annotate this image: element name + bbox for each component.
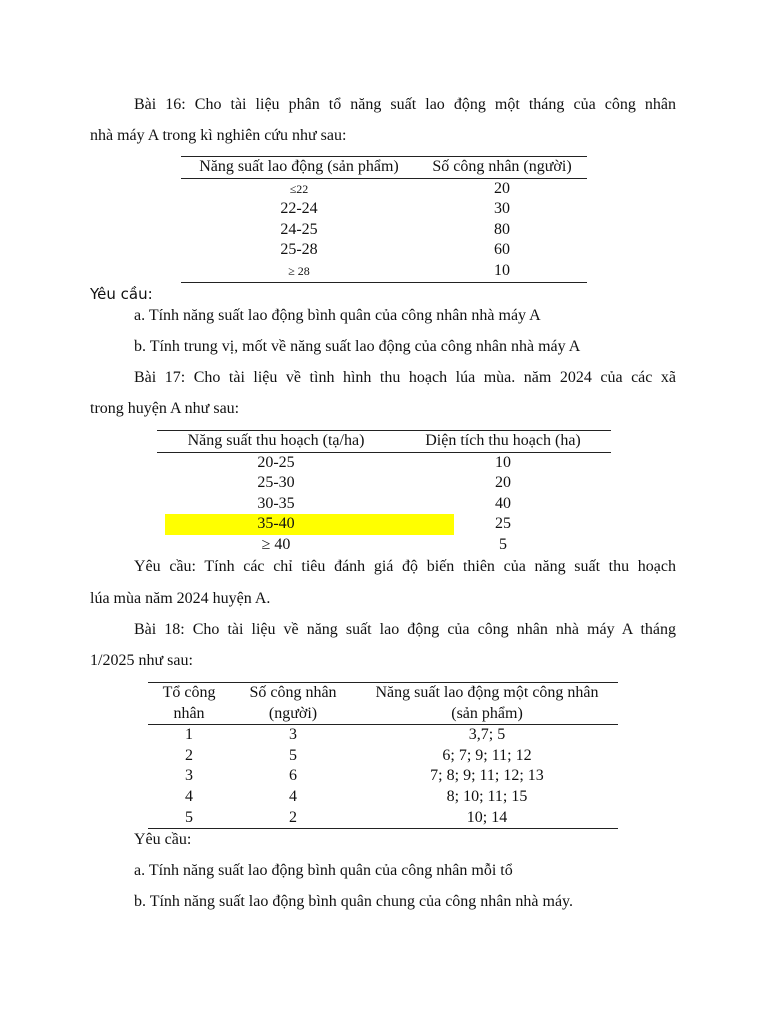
table-header-cell — [148, 683, 230, 725]
table-header-cell: Số công nhân (người) — [432, 158, 572, 175]
table-header-row — [148, 683, 618, 725]
table-cell: 10 — [495, 453, 511, 471]
table-cell: 25 — [495, 515, 511, 533]
bai18-requirement-heading: Yêu cầu: — [134, 831, 192, 848]
table-header-row — [157, 431, 611, 453]
table-header-cell: Diện tích thu hoạch (ha) — [425, 432, 581, 449]
table-row — [157, 473, 611, 494]
table-cell: 40 — [495, 494, 511, 512]
bai17-requirement-line2: lúa mùa năm 2024 huyện A. — [90, 590, 271, 607]
table-cell: 24-25 — [280, 220, 318, 238]
table-header-cell — [356, 683, 618, 725]
table-cell-text: 35-40 — [257, 515, 295, 533]
bai18-requirement-a: a. Tính năng suất lao động bình quân của công nhân mỗi tổ — [134, 862, 513, 879]
table-cell: 5 — [289, 746, 297, 764]
table-cell: 6; 7; 9; 11; 12 — [442, 746, 532, 764]
table-cell: 3,7; 5 — [468, 726, 506, 744]
table-cell: 7; 8; 9; 11; 12; 13 — [430, 767, 544, 785]
table-row — [157, 452, 611, 473]
table-cell: 6 — [289, 767, 297, 785]
table-cell: 5 — [499, 535, 507, 553]
table-header-cell: Năng suất thu hoạch (tạ/ha) — [187, 432, 365, 449]
table-cell: 2 — [289, 808, 297, 826]
table-cell: 3 — [185, 767, 193, 785]
table-cell: 8; 10; 11; 15 — [446, 787, 528, 805]
table-cell: ≥ 28 — [288, 263, 310, 278]
table-cell: 4 — [185, 787, 193, 805]
bai18-requirement-b: b. Tính năng suất lao động bình quân chung của công nhân nhà máy. — [134, 893, 574, 910]
table-cell: 80 — [494, 220, 510, 238]
bai18-intro-line1: Bài 18: Cho tài liệu về năng suất lao động của công nhân nhà máy A tháng — [134, 621, 676, 638]
bai16-intro-line1: Bài 16: Cho tài liệu phân tổ năng suất lao động một tháng của công nhân — [134, 96, 676, 113]
header-line: nhân — [173, 704, 205, 722]
table-cell: 20-25 — [257, 453, 295, 471]
header-line: (sản phẩm) — [451, 704, 523, 722]
bai16-intro-line2: nhà máy A trong kì nghiên cứu như sau: — [90, 127, 347, 144]
table-cell: ≥ 40 — [261, 535, 291, 553]
table-cell: 1 — [185, 726, 193, 744]
table-row — [181, 220, 587, 241]
bai17-intro-line1: Bài 17: Cho tài liệu về tình hình thu hoạch lúa mùa. năm 2024 của các xã — [134, 369, 676, 386]
table-row — [148, 725, 618, 746]
bai18-table — [148, 682, 618, 829]
table-cell: 22-24 — [280, 200, 318, 218]
bai18-intro-line2: 1/2025 như sau: — [90, 652, 193, 669]
table-row — [157, 514, 611, 535]
bai17-intro-line2: trong huyện A như sau: — [90, 400, 240, 417]
header-line: (người) — [268, 704, 318, 722]
table-row — [148, 787, 618, 808]
text-highlight — [165, 514, 454, 535]
table-cell: ≤22 — [289, 181, 309, 196]
table-header-row — [181, 157, 587, 179]
table-cell: 30-35 — [257, 494, 295, 512]
table-cell: 5 — [185, 808, 193, 826]
table-cell: 25-30 — [257, 474, 295, 492]
table-row — [181, 240, 587, 261]
bai16-requirement-a: a. Tính năng suất lao động bình quân của công nhân nhà máy A — [134, 307, 541, 324]
table-header-cell: Năng suất lao động (sản phẩm) — [199, 158, 399, 175]
table-cell: 3 — [289, 726, 297, 744]
table-cell: 60 — [494, 241, 510, 259]
table-row — [148, 766, 618, 787]
table-cell: 20 — [495, 474, 511, 492]
table-row — [148, 746, 618, 767]
bai17-requirement-line1: Yêu cầu: Tính các chỉ tiêu đánh giá độ biến thiên của năng suất thu hoạch — [134, 558, 676, 575]
table-header-cell — [230, 683, 356, 725]
bai16-requirement-heading: Yêu cầu: — [90, 285, 153, 303]
table-cell: 20 — [494, 179, 510, 197]
table-cell: 4 — [289, 787, 297, 805]
table-cell: 25-28 — [280, 241, 318, 259]
table-cell: 10; 14 — [466, 808, 508, 826]
header-line: Số công nhân — [249, 684, 337, 701]
bai16-requirement-b: b. Tính trung vị, mốt về năng suất lao động của công nhân nhà máy A — [134, 338, 581, 355]
header-line: Năng suất lao động một công nhân — [375, 684, 599, 701]
bai16-table — [181, 156, 587, 283]
table-cell: 2 — [185, 746, 193, 764]
table-row — [148, 808, 618, 829]
table-cell: 30 — [494, 200, 510, 218]
table-row — [181, 261, 587, 282]
table-row — [181, 199, 587, 220]
table-row — [181, 178, 587, 199]
bai17-table — [157, 430, 611, 556]
table-row — [157, 535, 611, 556]
highlighted-table-cell — [157, 514, 395, 535]
table-row — [157, 494, 611, 515]
table-cell: 10 — [494, 261, 510, 279]
header-line: Tổ công — [162, 684, 216, 701]
